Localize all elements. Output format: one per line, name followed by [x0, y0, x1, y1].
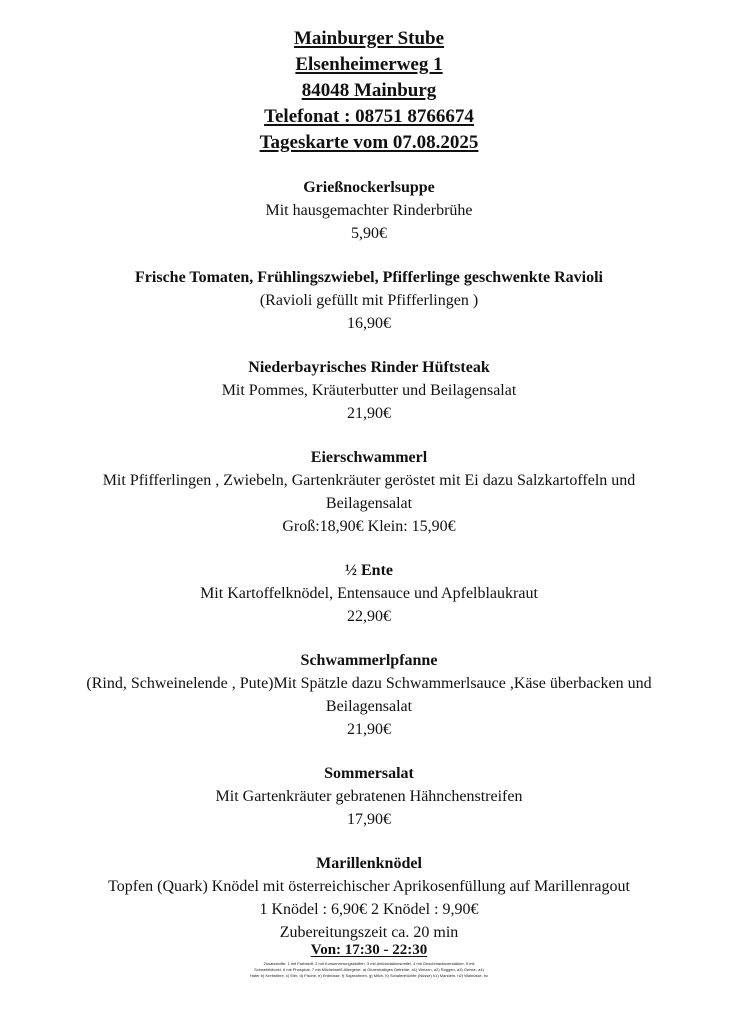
opening-hours: Von: 17:30 - 22:30 [310, 942, 428, 958]
dish-description-continued: Beilagensalat [325, 698, 413, 715]
dish-item [0, 176, 738, 245]
restaurant-header [0, 26, 738, 156]
dish-price: 22,90€ [347, 608, 391, 625]
dish-description: Mit Kartoffelknödel, Entensauce und Apfelblaukraut [200, 585, 538, 602]
dish-name: Marillenknödel [316, 855, 422, 872]
dish-description: Topfen (Quark) Knödel mit österreichischer Aprikosenfüllung auf Marillenragout [108, 878, 630, 895]
dish-price: 5,90€ [351, 225, 387, 242]
preparation-time: Zubereitungszeit ca. 20 min [279, 924, 459, 941]
dish-price: Groß:18,90€ Klein: 15,90€ [282, 518, 456, 535]
dish-description: (Rind, Schweinelende , Pute)Mit Spätzle dazu Schwammerlsauce ,Käse überbacken und [86, 675, 652, 692]
street-address: Elsenheimerweg 1 [295, 54, 443, 75]
footnote-line: Hafer b) Krebstiere, c) Eier, d) Fische, e) Erdnüsse, f) Sojabohnen, g) Milch, h) Schalenfrüchte (Nüsse) h1) Mandeln, h2) Walnüsse, hc [249, 973, 489, 978]
dish-description: Mit Gartenkräuter gebratenen Hähnchenstreifen [215, 788, 523, 805]
dish-list [0, 176, 738, 965]
dish-item [0, 356, 738, 425]
dish-price: 21,90€ [347, 405, 391, 422]
restaurant-name: Mainburger Stube [293, 28, 445, 49]
dish-description: (Ravioli gefüllt mit Pfifferlingen ) [259, 292, 479, 309]
dish-name: Niederbayrisches Rinder Hüftsteak [248, 359, 490, 376]
dish-price: 1 Knödel : 6,90€ 2 Knödel : 9,90€ [259, 901, 479, 918]
dish-description-continued: Beilagensalat [325, 495, 413, 512]
dish-item [0, 852, 738, 944]
menu-date: Tageskarte vom 07.08.2025 [259, 132, 479, 153]
dish-name: Grießnockerlsuppe [303, 179, 435, 196]
dish-name: Eierschwammerl [310, 449, 428, 466]
city-address: 84048 Mainburg [301, 80, 437, 101]
phone-number: Telefonat : 08751 8766674 [264, 106, 474, 127]
dish-price: 17,90€ [347, 811, 391, 828]
dish-name: ½ Ente [345, 562, 393, 579]
dish-price: 16,90€ [347, 315, 391, 332]
dish-name: Frische Tomaten, Frühlingszwiebel, Pfifferlinge geschwenkte Ravioli [135, 269, 603, 286]
dish-item [0, 649, 738, 741]
footnote-line: Schwefeldioxid, 6 mit Phosphat, 7 mit Milcheiweiß Allergene: a) Glutenhaltiges Getreide, a1) Weizen, a2) Roggen, a3) Gerste, a4) [254, 967, 484, 972]
dish-description: Mit Pommes, Kräuterbutter und Beilagensalat [221, 382, 517, 399]
footnote-line: Zusatzstoffe: 1 mit Farbstoff, 2 mit Konservierungsstoffen, 3 mit Antioxidationsmittel, 4 mit Geschmacksverstärker, 5 mit [263, 961, 475, 966]
dish-item [0, 559, 738, 628]
dish-description: Mit hausgemachter Rinderbrühe [265, 202, 473, 219]
additives-footnote [200, 961, 538, 979]
dish-name: Sommersalat [324, 765, 414, 782]
dish-item [0, 762, 738, 831]
dish-price: 21,90€ [347, 721, 391, 738]
dish-name: Schwammerlpfanne [300, 652, 438, 669]
dish-item [0, 266, 738, 335]
dish-item [0, 446, 738, 538]
dish-description: Mit Pfifferlingen , Zwiebeln, Gartenkräuter geröstet mit Ei dazu Salzkartoffeln und [102, 472, 636, 489]
